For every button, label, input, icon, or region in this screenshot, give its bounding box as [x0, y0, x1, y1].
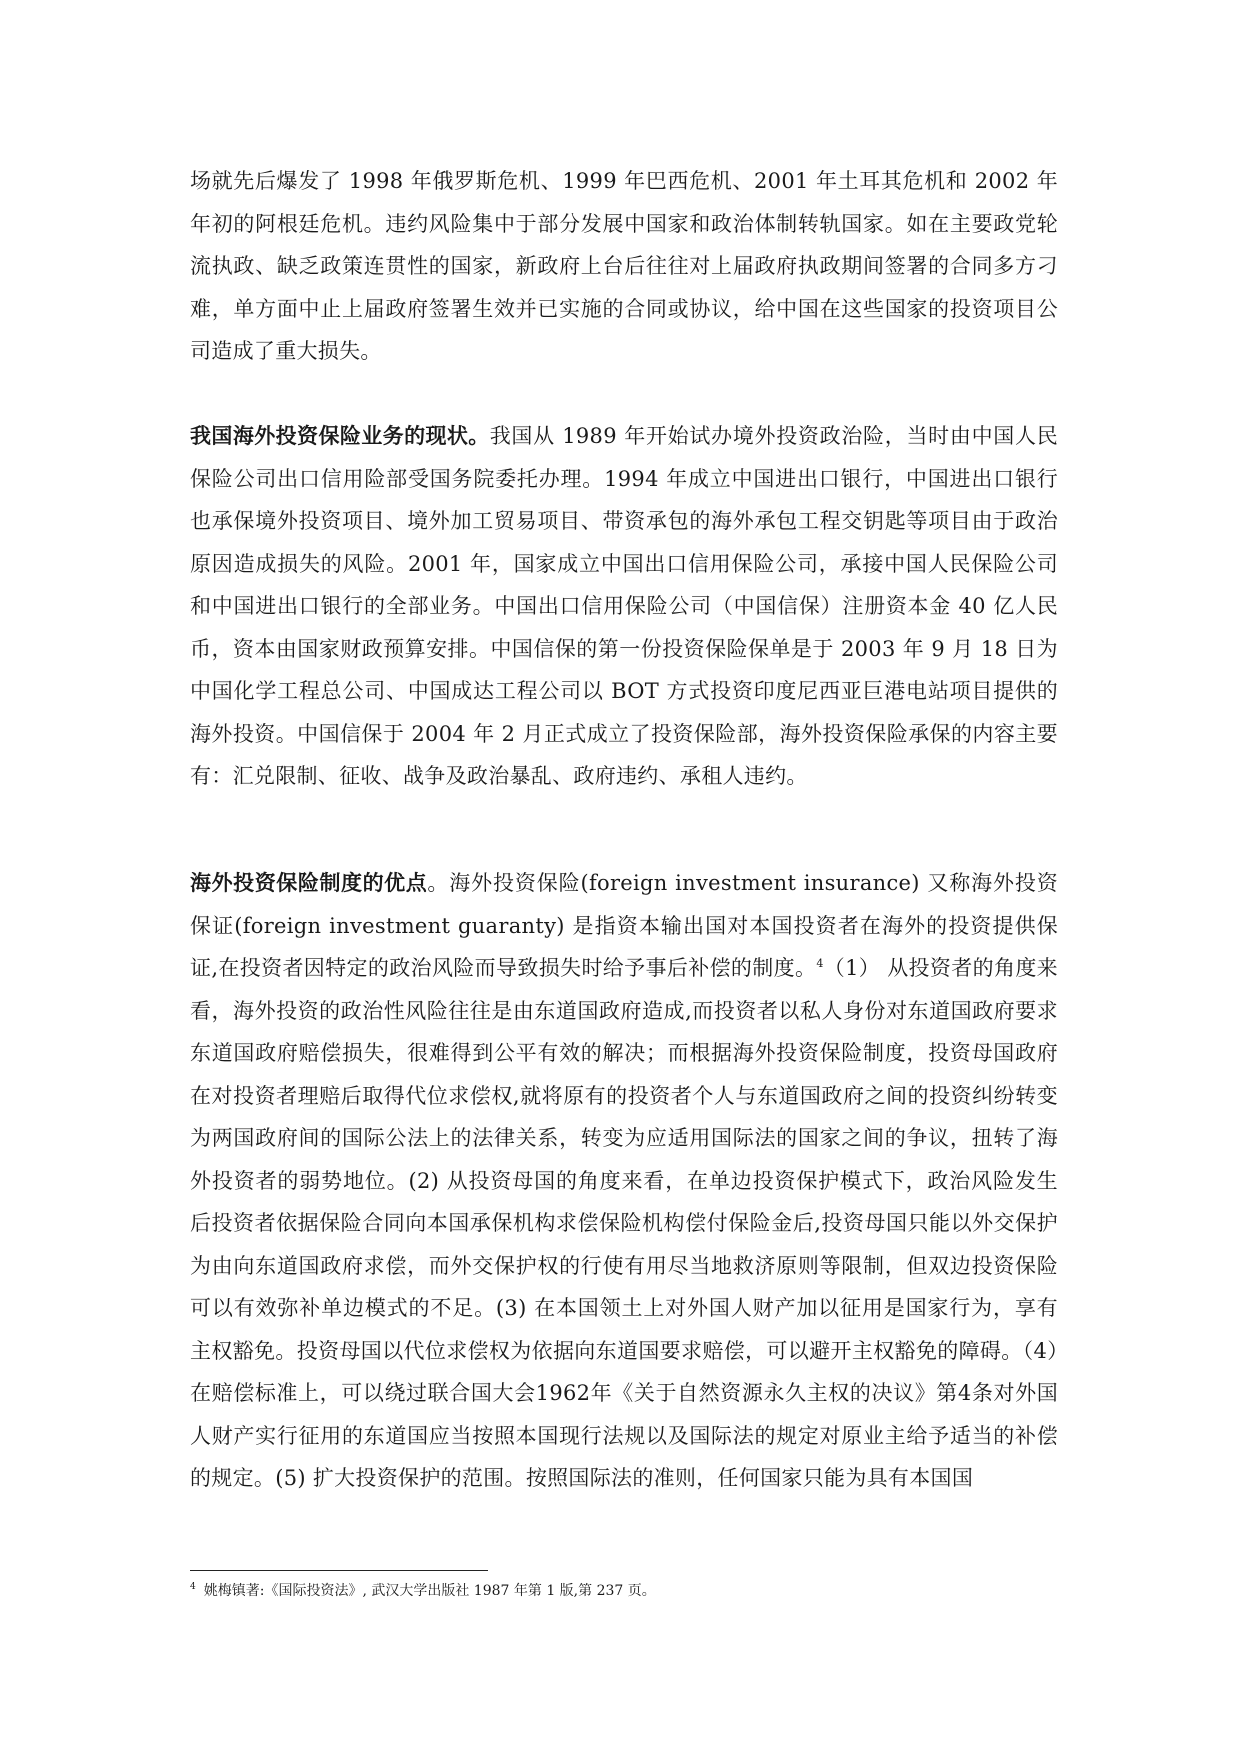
footnote-number: 4: [190, 1582, 196, 1593]
paragraph-3-text-part-1: 。海外投资保险(foreign investment insurance) 又称海外投资保证(foreign investment guaranty) 是指资本输出国对本国投资者在海外的投资提供保证,在投资者因特定的政治风险而导致损失时给予事后补偿的制度。: [190, 871, 1058, 980]
paragraph-2-text: 我国从 1989 年开始试办境外投资政治险，当时由中国人民保险公司出口信用险部受国务院委托办理。1994 年成立中国进出口银行，中国进出口银行也承保境外投资项目、境外加工贸易项目、带资承包的海外承包工程交钥匙等项目由于政治原因造成损失的风险。2001 年，国家成立中国出口信用保险公司，承接中国人民保险公司和中国进出口银行的全部业务。中国出口信用保险公司（中国信保）注册资本金 40 亿人民币，资本由国家财政预算安排。中国信保的第一份投资保险保单是于 2003 年 9 月 18 日为中国化学工程总公司、中国成达工程公司以 BOT 方式投资印度尼西亚巨港电站项目提供的海外投资。中国信保于 2004 年 2 月正式成立了投资保险部，海外投资保险承保的内容主要有：汇兑限制、征收、战争及政治暴乱、政府违约、承租人违约。: [190, 424, 1058, 788]
paragraph-2: [190, 415, 1058, 798]
footnote-reference[interactable]: 4: [816, 957, 824, 970]
paragraph-3: [190, 862, 1058, 1500]
footnote-text: 姚梅镇著:《国际投资法》, 武汉大学出版社 1987 年第 1 版,第 237 页。: [203, 1583, 656, 1599]
paragraph-1: [190, 160, 1058, 373]
paragraph-3-text-part-2: （1） 从投资者的角度来看，海外投资的政治性风险往往是由东道国政府造成,而投资者以私人身份对东道国政府要求东道国政府赔偿损失，很难得到公平有效的解决；而根据海外投资保险制度，投资母国政府在对投资者理赔后取得代位求偿权,就将原有的投资者个人与东道国政府之间的投资纠纷转变为两国政府间的国际公法上的法律关系，转变为应适用国际法的国家之间的争议，扭转了海外投资者的弱势地位。(2) 从投资母国的角度来看，在单边投资保护模式下，政治风险发生后投资者依据保险合同向本国承保机构求偿保险机构偿付保险金后,投资母国只能以外交保护为由向东道国政府求偿，而外交保护权的行使有用尽当地救济原则等限制，但双边投资保险可以有效弥补单边模式的不足。(3) 在本国领土上对外国人财产加以征用是国家行为，享有主权豁免。投资母国以代位求偿权为依据向东道国要求赔偿，可以避开主权豁免的障碍。（4）在赔偿标准上，可以绕过联合国大会1962年《关于自然资源永久主权的决议》第4条对外国人财产实行征用的东道国应当按照本国现行法规以及国际法的规定对原业主给予适当的补偿的规定。(5) 扩大投资保护的范围。按照国际法的准则，任何国家只能为具有本国国: [190, 956, 1058, 1490]
paragraph-3-heading: 海外投资保险制度的优点: [190, 871, 428, 895]
paragraph-1-text: 场就先后爆发了 1998 年俄罗斯危机、1999 年巴西危机、2001 年土耳其危机和 2002 年年初的阿根廷危机。违约风险集中于部分发展中国家和政治体制转轨国家。如在主要政党轮流执政、缺乏政策连贯性的国家，新政府上台后往往对上届政府执政期间签署的合同多方刁难，单方面中止上届政府签署生效并已实施的合同或协议，给中国在这些国家的投资项目公司造成了重大损失。: [190, 169, 1058, 363]
paragraph-2-heading: 我国海外投资保险业务的现状。: [190, 424, 490, 448]
footnote: [190, 1581, 1058, 1601]
footnote-divider: [190, 1570, 488, 1571]
